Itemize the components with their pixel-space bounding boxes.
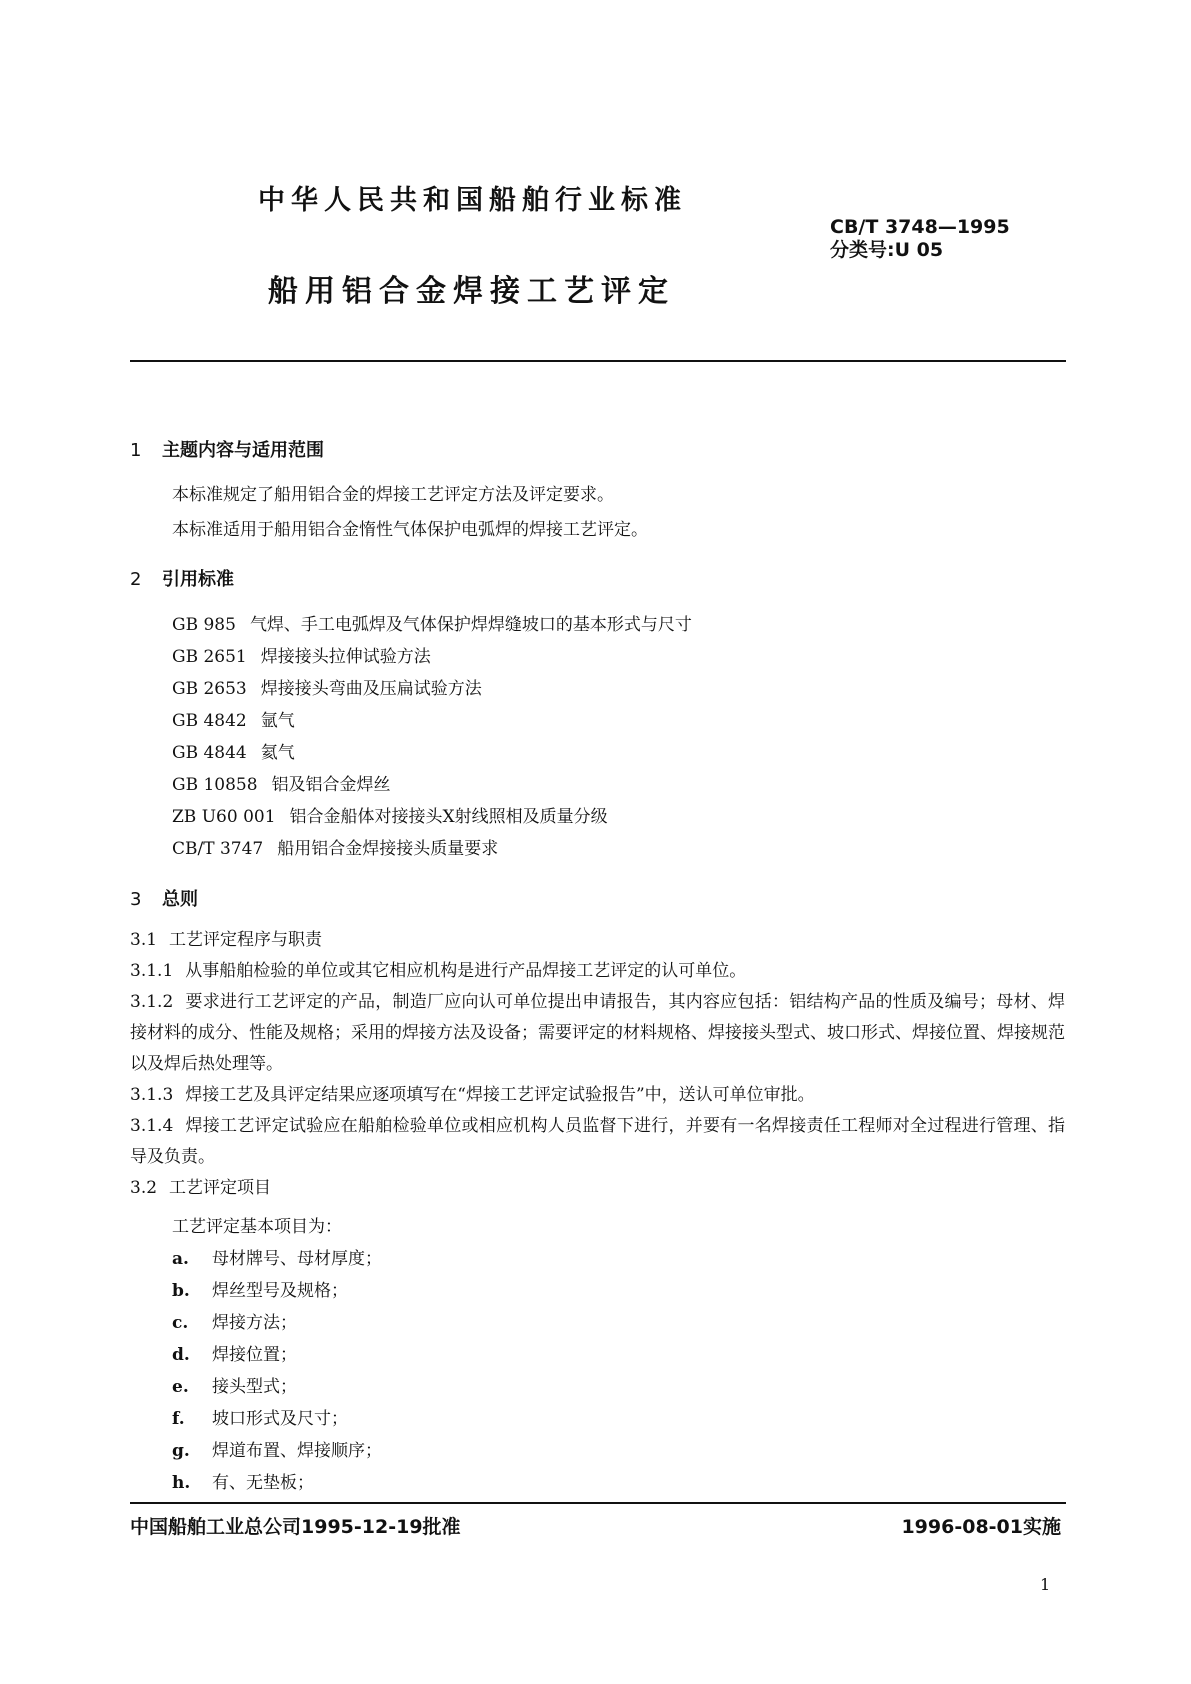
reference-item <box>172 802 608 827</box>
list-item <box>172 1468 314 1493</box>
reference-title: 焊接接头弯曲及压扁试验方法 <box>260 679 482 699</box>
section-1-line-1: 本标准规定了船用铝合金的焊接工艺评定方法及评定要求。 <box>172 485 614 505</box>
section-3-heading <box>130 885 198 911</box>
section-3-number: 3 <box>130 889 142 910</box>
document-title: 船用铝合金焊接工艺评定 <box>268 274 675 309</box>
reference-title: 船用铝合金焊接接头质量要求 <box>277 839 499 859</box>
clause-number: 3.2 <box>130 1178 158 1198</box>
reference-code: GB 10858 <box>172 775 258 795</box>
list-item <box>172 1436 382 1461</box>
list-item <box>172 1276 348 1301</box>
effective-date: 1996-08-01实施 <box>901 1516 1061 1538</box>
clause-text: 工艺评定程序与职责 <box>169 930 323 950</box>
clause-3-1 <box>130 925 1065 956</box>
list-text: 焊接方法； <box>212 1313 297 1333</box>
reference-item <box>172 674 482 699</box>
list-item <box>172 1372 297 1397</box>
list-text: 母材牌号、母材厚度； <box>212 1249 382 1269</box>
classification-code: 分类号:U 05 <box>830 239 944 261</box>
section-1-heading <box>130 436 324 462</box>
clause-3-1-4 <box>130 1111 1065 1173</box>
evaluation-items-intro: 工艺评定基本项目为： <box>172 1217 342 1237</box>
clause-number: 3.1.3 <box>130 1085 174 1105</box>
list-label: e. <box>172 1377 189 1397</box>
reference-code: ZB U60 001 <box>172 807 276 827</box>
list-text: 接头型式； <box>212 1377 297 1397</box>
section-2-title: 引用标准 <box>162 569 234 590</box>
reference-code: GB 2651 <box>172 647 247 667</box>
reference-item <box>172 706 295 731</box>
reference-code: GB 4844 <box>172 743 247 763</box>
clause-text: 从事船舶检验的单位或其它相应机构是进行产品焊接工艺评定的认可单位。 <box>185 961 747 981</box>
issuing-body-line: 中华人民共和国船舶行业标准 <box>258 185 687 216</box>
reference-code: GB 985 <box>172 615 236 635</box>
list-label: g. <box>172 1441 190 1461</box>
approval-line: 中国船舶工业总公司1995-12-19批准 <box>130 1516 461 1538</box>
clause-number: 3.1.2 <box>130 992 174 1012</box>
list-text: 焊接位置； <box>212 1345 297 1365</box>
reference-title: 氦气 <box>260 743 295 763</box>
clause-3-1-3 <box>130 1080 1065 1111</box>
list-label: h. <box>172 1473 191 1493</box>
list-item <box>172 1244 382 1269</box>
section-1-line-2: 本标准适用于船用铝合金惰性气体保护电弧焊的焊接工艺评定。 <box>172 520 648 540</box>
clause-3-2 <box>130 1173 1065 1204</box>
reference-title: 焊接接头拉伸试验方法 <box>260 647 431 667</box>
reference-item <box>172 642 431 667</box>
reference-code: CB/T 3747 <box>172 839 264 859</box>
list-item <box>172 1404 348 1429</box>
list-label: b. <box>172 1281 190 1301</box>
section-2-number: 2 <box>130 569 142 590</box>
clause-3-1-2 <box>130 987 1065 1080</box>
reference-title: 气焊、手工电弧焊及气体保护焊焊缝坡口的基本形式与尺寸 <box>249 615 692 635</box>
clause-text: 焊接工艺及具评定结果应逐项填写在“焊接工艺评定试验报告”中，送认可单位审批。 <box>185 1085 815 1105</box>
clause-text: 焊接工艺评定试验应在船舶检验单位或相应机构人员监督下进行，并要有一名焊接责任工程师对全过程进行管理、指导及负责。 <box>130 1116 1065 1167</box>
reference-code: GB 4842 <box>172 711 247 731</box>
section-2-heading <box>130 565 234 591</box>
clause-text: 工艺评定项目 <box>169 1178 272 1198</box>
section-1-title: 主题内容与适用范围 <box>162 440 324 461</box>
list-text: 焊丝型号及规格； <box>212 1281 348 1301</box>
header-rule <box>130 360 1066 362</box>
footer-rule <box>130 1502 1066 1504</box>
list-label: f. <box>172 1409 185 1429</box>
reference-title: 氩气 <box>260 711 295 731</box>
list-label: d. <box>172 1345 190 1365</box>
list-label: a. <box>172 1249 189 1269</box>
section-3-title: 总则 <box>162 889 198 910</box>
list-text: 坡口形式及尺寸； <box>212 1409 348 1429</box>
standard-code: CB/T 3748—1995 <box>830 216 1010 238</box>
reference-code: GB 2653 <box>172 679 247 699</box>
list-text: 有、无垫板； <box>212 1473 314 1493</box>
clause-3-1-1 <box>130 956 1065 987</box>
list-label: c. <box>172 1313 189 1333</box>
clause-number: 3.1.4 <box>130 1116 174 1136</box>
clause-number: 3.1 <box>130 930 158 950</box>
reference-title: 铝合金船体对接接头X射线照相及质量分级 <box>289 807 608 827</box>
reference-item <box>172 738 295 763</box>
list-text: 焊道布置、焊接顺序； <box>212 1441 382 1461</box>
reference-item <box>172 610 692 635</box>
reference-item <box>172 834 498 859</box>
list-item <box>172 1340 297 1365</box>
reference-title: 铝及铝合金焊丝 <box>271 775 391 795</box>
clause-number: 3.1.1 <box>130 961 174 981</box>
standard-code-block <box>830 216 1010 262</box>
section-1-number: 1 <box>130 440 142 461</box>
list-item <box>172 1308 297 1333</box>
clause-text: 要求进行工艺评定的产品，制造厂应向认可单位提出申请报告，其内容应包括：铝结构产品的性质及编号；母材、焊接材料的成分、性能及规格；采用的焊接方法及设备；需要评定的材料规格、焊接接头型式、坡口形式、焊接位置、焊接规范以及焊后热处理等。 <box>130 992 1065 1074</box>
page-number: 1 <box>1040 1575 1051 1594</box>
reference-item <box>172 770 391 795</box>
